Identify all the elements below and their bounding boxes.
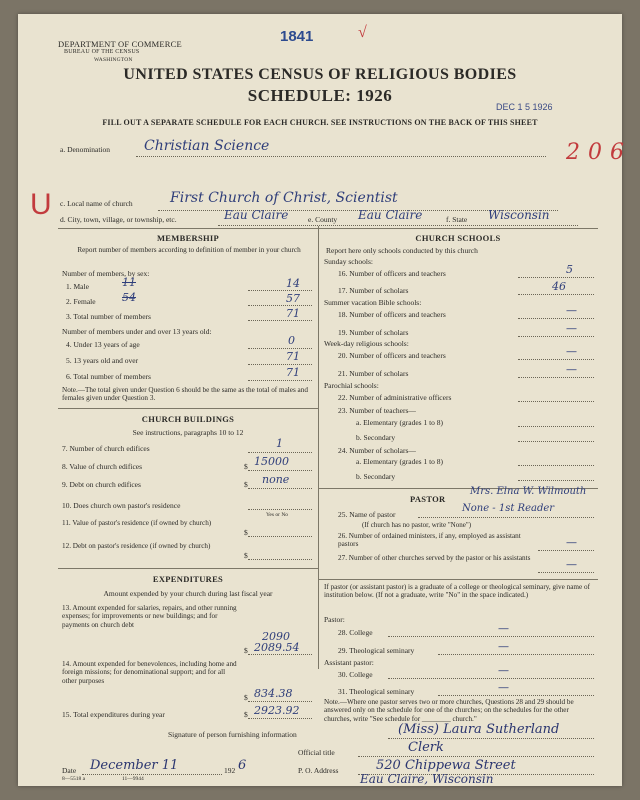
college-intro: If pastor (or assistant pastor) is a graduate of a college or theological seminary, give name of institution below. (If not a graduate, write "No" in the space indicated.) <box>324 583 590 600</box>
q21-label: 21. Number of scholars <box>338 369 409 378</box>
q2-value: 57 <box>286 292 300 305</box>
q31-label: 31. Theological seminary <box>338 687 415 696</box>
parochial-heading: Parochial schools: <box>324 381 379 390</box>
q29-label: 29. Theological seminary <box>338 646 415 655</box>
q25-label: 25. Name of pastor <box>338 510 396 519</box>
assistant-sub-heading: Assistant pastor: <box>324 658 374 667</box>
q3-value: 71 <box>286 307 300 320</box>
print-number: 11—9944 <box>122 776 144 782</box>
q18-label: 18. Number of officers and teachers <box>338 310 446 319</box>
q28-value: — <box>498 622 509 635</box>
weekday-heading: Week-day religious schools: <box>324 339 409 348</box>
q7-value: 1 <box>276 437 283 450</box>
city-value: Eau Claire <box>224 208 289 222</box>
q8-label: 8. Value of church edifices <box>62 462 143 471</box>
serial-number: 1841 <box>280 28 314 45</box>
county-value: Eau Claire <box>358 208 423 222</box>
q25-hint: (If church has no pastor, write "None") <box>362 521 472 529</box>
year-prefix: 192 <box>224 766 236 775</box>
q21-value: — <box>566 363 577 376</box>
q20-label: 20. Number of officers and teachers <box>338 351 446 360</box>
q16-value: 5 <box>566 263 573 276</box>
q27-value: — <box>566 558 577 571</box>
q15-value: 2923.92 <box>254 704 300 717</box>
pastor-note: Note.—Where one pastor serves two or more churches, Questions 28 and 29 should be answered only on the schedule for one of the churches; on the schedules for the other churches, write "See schedule for ________ church." <box>324 698 574 723</box>
signature-label: Signature of person furnishing information <box>168 730 297 739</box>
q9-dollar: $ <box>244 480 248 489</box>
q2-struck-value: 54 <box>122 291 136 304</box>
q18-value: — <box>566 304 577 317</box>
denomination-value: Christian Science <box>144 138 270 154</box>
q4-label: 4. Under 13 years of age <box>66 340 140 349</box>
q24-label: 24. Number of scholars— <box>338 446 416 455</box>
pastor-sub-heading: Pastor: <box>324 615 345 624</box>
q10-label: 10. Does church own pastor's residence <box>62 501 181 510</box>
q23a-label: a. Elementary (grades 1 to 8) <box>356 418 444 427</box>
q8-dollar: $ <box>244 462 248 471</box>
q13-value: 2089.54 <box>254 641 300 654</box>
q17-value: 46 <box>552 280 566 293</box>
q15-label: 15. Total expenditures during year <box>62 710 165 719</box>
church-name-label: c. Local name of church <box>60 199 133 208</box>
q6-label: 6. Total number of members <box>66 372 151 381</box>
q5-value: 71 <box>286 350 300 363</box>
q19-value: — <box>566 322 577 335</box>
q15-dollar: $ <box>244 710 248 719</box>
q22-label: 22. Number of administrative officers <box>338 393 452 402</box>
q13-label: 13. Amount expended for salaries, repairs, and other running expenses; for improvements or new buildings; and for payments on church debt <box>62 604 237 629</box>
q1-label: 1. Male <box>66 282 89 291</box>
q23b-label: b. Secondary <box>356 433 396 442</box>
q13-dollar: $ <box>244 646 248 655</box>
q25-value: None - 1st Reader <box>462 503 555 514</box>
vacation-heading: Summer vacation Bible schools: <box>324 298 422 307</box>
q12-label: 12. Debt on pastor's residence (if owned by church) <box>62 542 211 550</box>
bureau-name: BUREAU OF THE CENSUS <box>64 49 140 55</box>
q20-value: — <box>566 345 577 358</box>
expenditures-heading: EXPENDITURES <box>152 574 224 584</box>
q1-value: 14 <box>286 277 300 290</box>
members-by-sex: Number of members, by sex: <box>62 269 150 278</box>
q1-struck-value: 11 <box>122 276 136 289</box>
schools-heading: CHURCH SCHOOLS <box>415 233 501 243</box>
date-value: December 11 <box>90 758 179 773</box>
check-mark: √ <box>358 24 367 41</box>
q19-label: 19. Number of scholars <box>338 328 409 337</box>
church-name-value: First Church of Christ, Scientist <box>170 190 398 206</box>
q8-value: 15000 <box>254 455 289 468</box>
q17-label: 17. Number of scholars <box>338 286 409 295</box>
q14-value: 834.38 <box>254 687 293 700</box>
pastor-heading: PASTOR <box>410 494 446 504</box>
buildings-heading: CHURCH BUILDINGS <box>141 414 235 424</box>
official-title-value: Clerk <box>408 740 444 755</box>
q30-value: — <box>498 664 509 677</box>
census-schedule-sheet <box>18 14 632 786</box>
q26-label: 26. Number of ordained ministers, if any, employed as assistant pastors <box>338 532 521 549</box>
date-label: Date <box>62 766 77 775</box>
state-value: Wisconsin <box>488 208 550 222</box>
q23-label: 23. Number of teachers— <box>338 406 416 415</box>
q24b-label: b. Secondary <box>356 472 396 481</box>
reader-name: Mrs. Elna W. Wilmouth <box>470 486 587 497</box>
q28-label: 28. College <box>338 628 373 637</box>
q29-value: — <box>498 640 509 653</box>
q11-label: 11. Value of pastor's residence (if owned by church) <box>62 519 212 527</box>
q14-dollar: $ <box>244 693 248 702</box>
q10-hint: Yes or No <box>266 512 289 518</box>
expenditures-intro: Amount expended by your church during last fiscal year <box>103 589 273 598</box>
q2-label: 2. Female <box>66 297 96 306</box>
po-address-label: P. O. Address <box>298 766 339 775</box>
received-date-stamp: DEC 1 5 1926 <box>496 102 553 112</box>
official-title-label: Official title <box>298 748 335 757</box>
membership-note: Note.—The total given under Question 6 should be the same as the total of males and females given under Question 3. <box>62 386 308 403</box>
po-address-line2: Eau Claire, Wisconsin <box>360 772 494 786</box>
schools-intro: Report here only schools conducted by this church <box>326 246 478 255</box>
q24a-label: a. Elementary (grades 1 to 8) <box>356 457 444 466</box>
q7-label: 7. Number of church edifices <box>62 444 150 453</box>
form-title: UNITED STATES CENSUS OF RELIGIOUS BODIES <box>123 66 517 83</box>
buildings-see: See instructions, paragraphs 10 to 12 <box>132 428 244 437</box>
membership-intro: Report number of members according to definition of member in your church <box>77 246 301 254</box>
signature-value: (Miss) Laura Sutherland <box>398 722 560 737</box>
q5-label: 5. 13 years old and over <box>66 356 139 365</box>
margin-mark: U <box>30 188 52 221</box>
q9-label: 9. Debt on church edifices <box>62 480 141 489</box>
q16-label: 16. Number of officers and teachers <box>338 269 446 278</box>
q12-dollar: $ <box>244 551 248 560</box>
year-value: 6 <box>238 758 247 773</box>
county-label: e. County <box>308 215 338 224</box>
q14-label: 14. Amount expended for benevolences, including home and foreign missions; for denominational support; and for all other purposes <box>62 660 237 685</box>
schedule-title: SCHEDULE: 1926 <box>247 86 393 105</box>
q11-dollar: $ <box>244 528 248 537</box>
q27-label: 27. Number of other churches served by the pastor or his assistants <box>338 554 531 562</box>
q9-value: none <box>262 473 290 486</box>
q4-value: 0 <box>288 334 295 347</box>
state-label: f. State <box>446 215 468 224</box>
q13-correction: 2090 <box>262 630 290 643</box>
membership-heading: MEMBERSHIP <box>156 233 220 243</box>
bureau-city: WASHINGTON <box>94 57 133 63</box>
form-number: 8—5518 a <box>62 776 86 782</box>
q6-value: 71 <box>286 366 300 379</box>
department-name: DEPARTMENT OF COMMERCE <box>58 39 182 49</box>
sunday-heading: Sunday schools: <box>324 257 373 266</box>
age-heading: Number of members under and over 13 years old: <box>62 327 212 336</box>
department-block <box>58 40 182 64</box>
po-address-line1: 520 Chippewa Street <box>376 758 516 773</box>
q31-value: — <box>498 681 509 694</box>
city-label: d. City, town, village, or township, etc. <box>60 215 177 224</box>
denomination-label: a. Denomination <box>60 145 110 154</box>
instruction-line: FILL OUT A SEPARATE SCHEDULE FOR EACH CHURCH. SEE INSTRUCTIONS ON THE BACK OF THIS SHEET <box>102 118 538 127</box>
denomination-code: 206 <box>566 140 632 165</box>
q30-label: 30. College <box>338 670 373 679</box>
q3-label: 3. Total number of members <box>66 312 151 321</box>
q26-value: — <box>566 536 577 549</box>
